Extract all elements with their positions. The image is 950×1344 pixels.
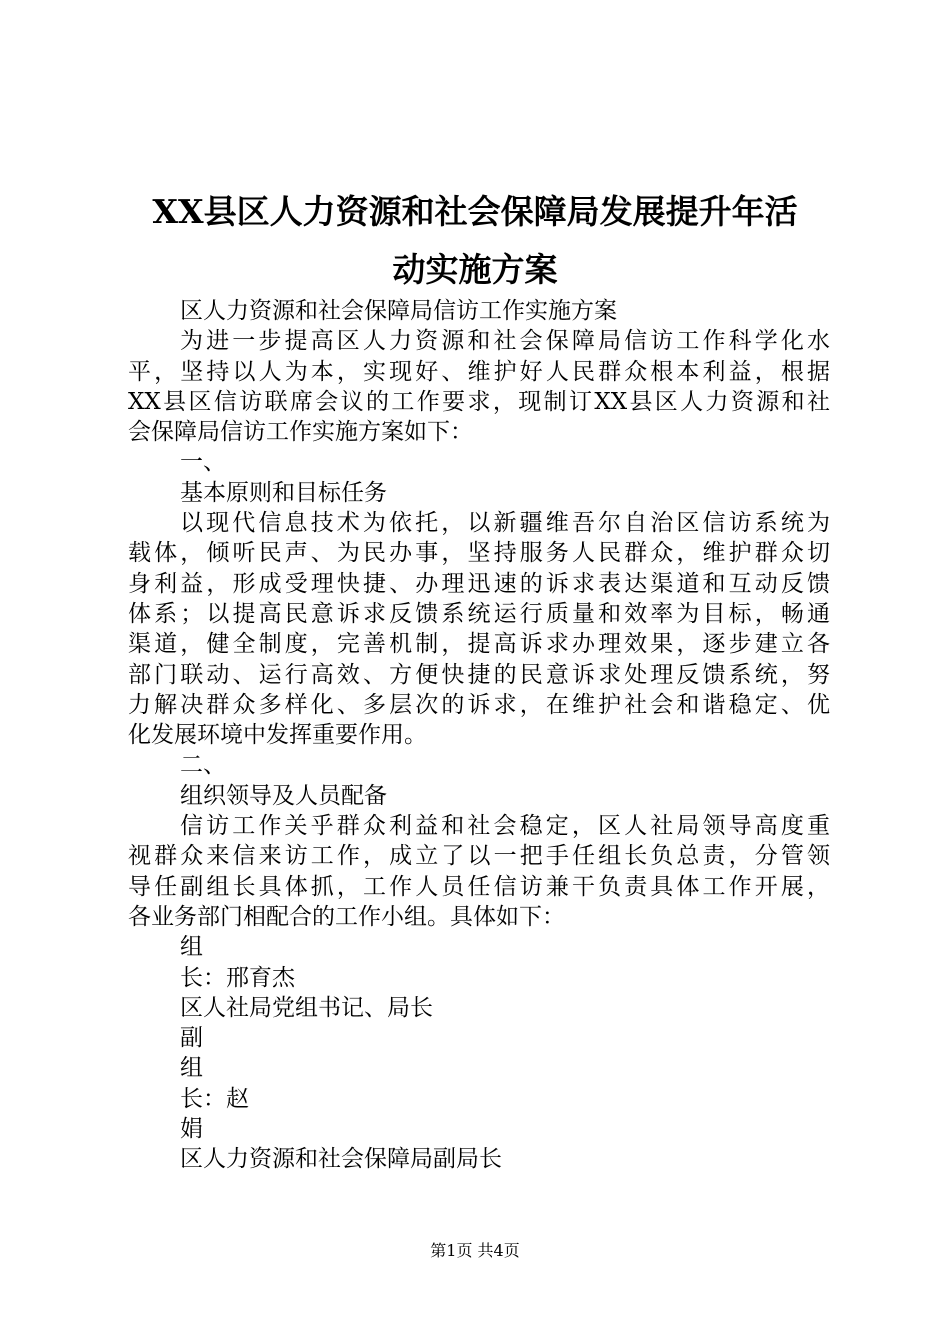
body-line: 导任副组长具体抓，工作人员任信访兼干负责具体工作开展， (128, 873, 830, 900)
body-line: 信访工作关乎群众利益和社会稳定，区人社局领导高度重 (180, 813, 830, 840)
member-line: 组 (180, 934, 203, 961)
member-line: 组 (180, 1055, 203, 1082)
document-title-line-1: XX县区人力资源和社会保障局发展提升年活 (152, 192, 798, 231)
member-line: 长：赵 (180, 1085, 249, 1112)
body-line: 各业务部门相配合的工作小组。具体如下： (128, 903, 565, 930)
body-line: 载体，倾听民声、为民办事，坚持服务人民群众，维护群众切 (128, 540, 830, 567)
body-line: 为进一步提高区人力资源和社会保障局信访工作科学化水 (180, 328, 830, 355)
member-line: 长：邢育杰 (180, 964, 295, 991)
body-line: 化发展环境中发挥重要作用。 (128, 722, 427, 749)
body-line: 视群众来信来访工作，成立了以一把手任组长负总责，分管领 (128, 843, 830, 870)
member-line: 副 (180, 1025, 203, 1052)
document-title-line-2: 动实施方案 (392, 250, 558, 289)
body-line: XX县区信访联席会议的工作要求，现制订XX县区人力资源和社 (128, 388, 830, 415)
member-line: 区人力资源和社会保障局副局长 (180, 1146, 502, 1173)
body-line: 力解决群众多样化、多层次的诉求，在维护社会和谐稳定、优 (128, 691, 830, 718)
body-line: 会保障局信访工作实施方案如下： (128, 419, 473, 446)
body-line: 部门联动、运行高效、方便快捷的民意诉求处理反馈系统，努 (128, 661, 830, 688)
section-number: 二、 (180, 752, 226, 779)
body-line: 身利益，形成受理快捷、办理迅速的诉求表达渠道和互动反馈 (128, 570, 830, 597)
body-line: 渠道，健全制度，完善机制，提高诉求办理效果，逐步建立各 (128, 631, 830, 658)
section-heading: 基本原则和目标任务 (180, 479, 387, 506)
body-line-subtitle: 区人力资源和社会保障局信访工作实施方案 (180, 298, 617, 324)
body-line: 平，坚持以人为本，实现好、维护好人民群众根本利益，根据 (128, 358, 830, 385)
body-line: 以现代信息技术为依托，以新疆维吾尔自治区信访系统为 (180, 510, 830, 537)
section-number: 一、 (180, 449, 226, 476)
member-line: 娟 (180, 1116, 203, 1143)
member-line: 区人社局党组书记、局长 (180, 994, 433, 1021)
document-body (128, 296, 830, 1175)
body-line: 体系；以提高民意诉求反馈系统运行质量和效率为目标，畅通 (128, 600, 830, 627)
section-heading: 组织领导及人员配备 (180, 782, 387, 809)
page-footer: 第1页 共4页 (430, 1241, 520, 1260)
